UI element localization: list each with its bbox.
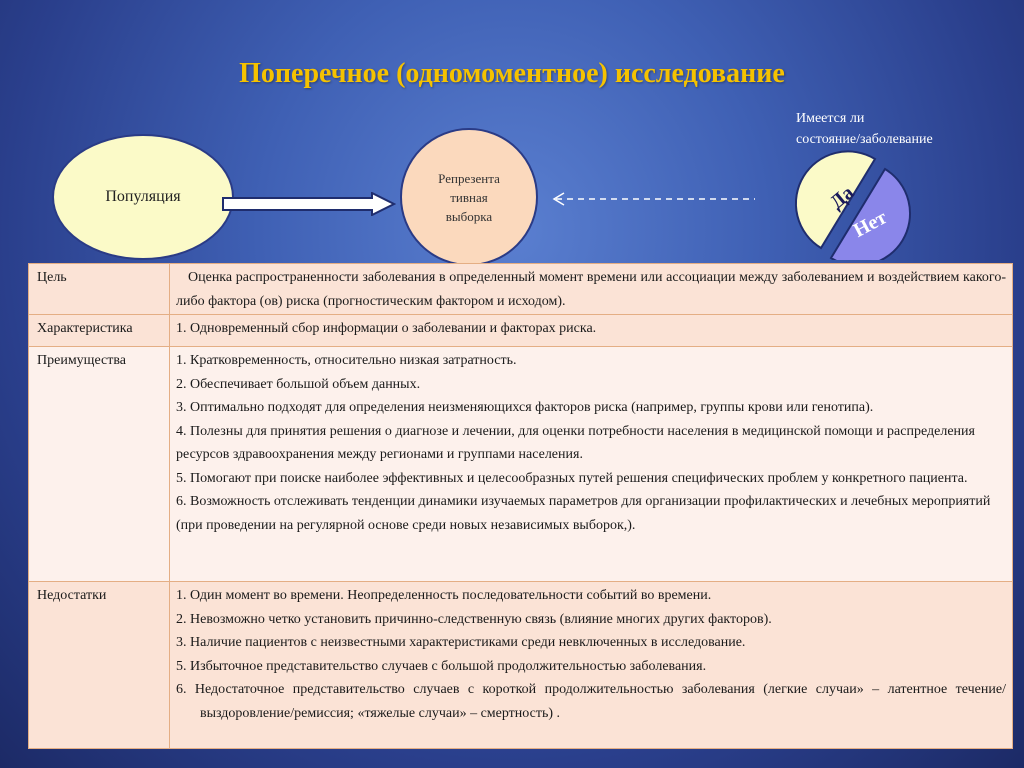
no-label: Нет <box>849 206 891 242</box>
advantages-label: Преимущества <box>29 347 170 582</box>
list-item: 4. Полезны для принятия решения о диагнозе и лечении, для оценки потребности населения в медицинской помощи и распределения ресурсов здравоохранения между регионами и группами населения. <box>176 423 975 462</box>
disadvantages-label: Недостатки <box>29 582 170 749</box>
table-row-advantages <box>29 347 1013 582</box>
list-item: 6. Возможность отслеживать тенденции динамики изучаемых параметров для организации профилактических и лечебных мероприятий (при проведении на регулярной основе среди новых независимых выборок,). <box>176 494 991 533</box>
sample-circle <box>400 128 538 266</box>
sample-label-line-1: Репрезента <box>438 170 500 186</box>
sample-label-line-2: тивная <box>450 189 488 205</box>
population-oval <box>52 134 234 260</box>
page-title: Поперечное (одномоментное) исследование <box>239 58 785 89</box>
dashed-arrow-icon <box>550 190 760 208</box>
list-item: 3. Наличие пациентов с неизвестными характеристиками среди невключенных в исследование. <box>176 635 746 650</box>
list-item: 5. Помогают при поиске наиболее эффективных и целесообразных путей решения специфических проблем у конкретного пациента. <box>176 470 968 486</box>
right-arrow-icon <box>222 192 396 216</box>
yes-label: Да <box>825 181 859 214</box>
list-item: 1. Кратковременность, относительно низкая затратность. <box>176 353 517 368</box>
question-line-1: Имеется ли <box>796 111 865 126</box>
characteristic-label: Характеристика <box>29 315 170 347</box>
population-label: Популяция <box>105 188 181 205</box>
sample-label-line-3: выборка <box>445 208 493 224</box>
list-item: 1. Один момент во времени. Неопределенность последовательности событий во времени. <box>176 588 712 603</box>
table-row-characteristic <box>29 315 1013 347</box>
advantages-list <box>170 347 1013 582</box>
list-item: 2. Обеспечивает большой объем данных. <box>176 376 421 392</box>
disadvantages-list <box>170 582 1013 749</box>
table-row-goal <box>29 264 1013 315</box>
table-row-disadvantages <box>29 582 1013 749</box>
characteristic-text: 1. Одновременный сбор информации о заболевании и факторах риска. <box>170 315 1013 347</box>
goal-text <box>170 264 1013 315</box>
goal-label: Цель <box>29 264 170 315</box>
list-item: 6. Недостаточное представительство случаев с короткой продолжительностью заболевания (легкие случаи» – латентное течение/выздоровление/ремиссия; «тяжелые случаи» – смертность) . <box>176 682 1006 721</box>
list-item: 3. Оптимально подходят для определения неизменяющихся факторов риска (например, группы крови или генотипа). <box>176 400 874 415</box>
info-table <box>28 263 1013 749</box>
goal-text-body: Оценка распространенности заболевания в определенный момент времени или ассоциации между заболеванием и воздействием какого-либо фактора (ов) риска (прогностическим фактором и исходом). <box>176 270 1006 309</box>
question-line-2: состояние/заболевание <box>796 132 933 147</box>
list-item: 5. Избыточное представительство случаев с большой продолжительностью заболевания. <box>176 658 707 674</box>
yes-no-circle <box>780 140 920 260</box>
list-item: 2. Невозможно четко установить причинно-следственную связь (влияние многих других факторов). <box>176 611 772 627</box>
